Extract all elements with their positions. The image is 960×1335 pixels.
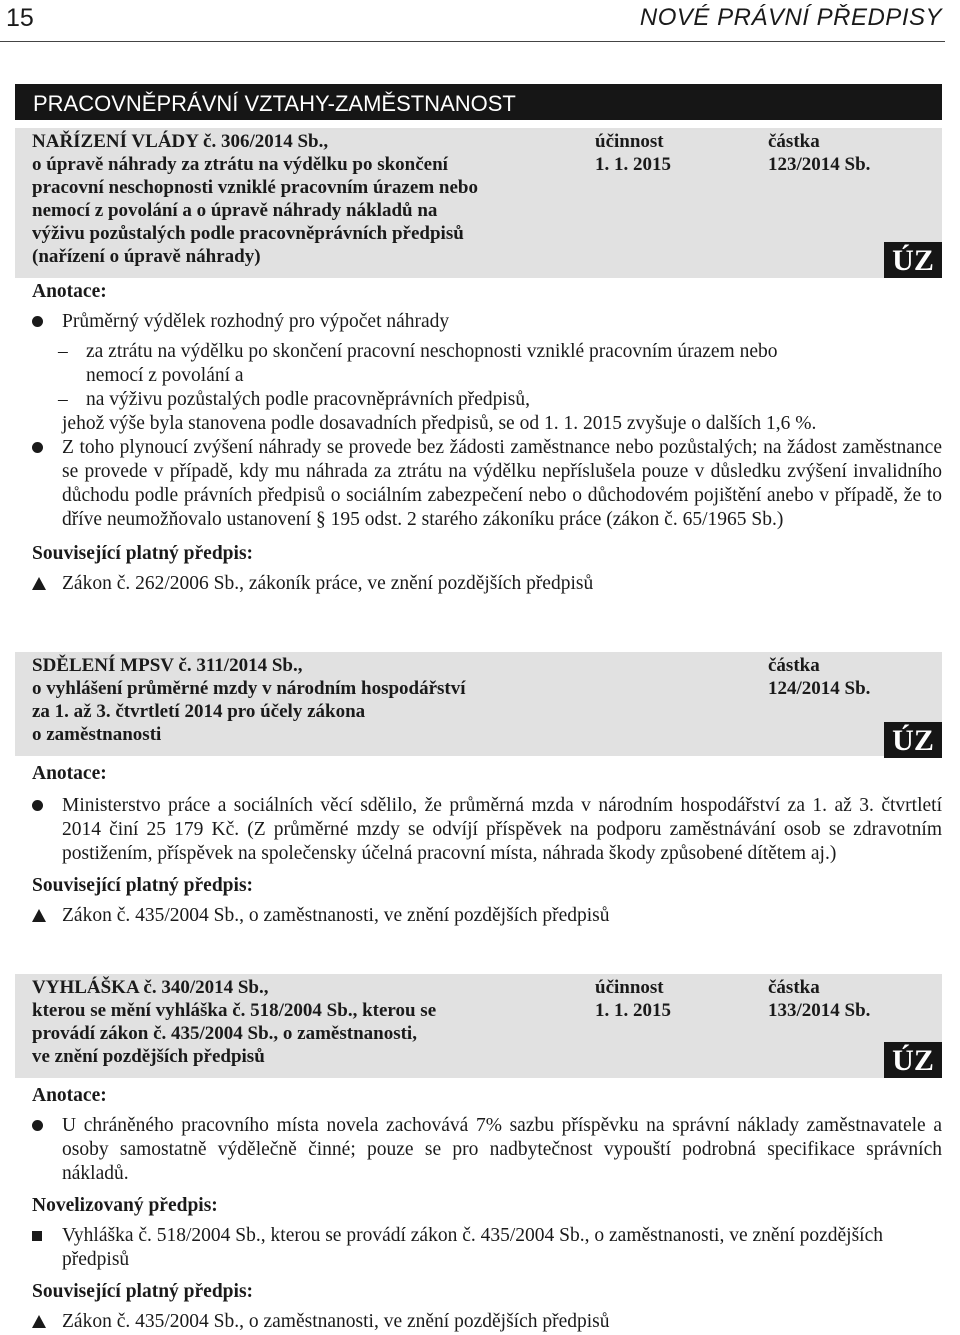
annotation-dash-item bbox=[32, 388, 942, 412]
annotation-label: Anotace: bbox=[32, 1085, 107, 1106]
doc-title-line: za 1. až 3. čtvrtletí 2014 pro účely zákona bbox=[32, 701, 366, 722]
doc-header-1 bbox=[15, 128, 942, 278]
doc-title-3 bbox=[32, 976, 592, 1068]
doc-title-line: výživu pozůstalých podle pracovněprávních předpisů bbox=[32, 223, 464, 244]
page-header bbox=[0, 0, 960, 36]
dash-icon: – bbox=[58, 389, 68, 410]
doc-title-2 bbox=[32, 654, 592, 746]
related-label: Související platný předpis: bbox=[32, 1281, 254, 1302]
doc-title-line: o úpravě náhrady za ztrátu na výdělku po skončení bbox=[32, 154, 448, 175]
doc-header-3 bbox=[15, 974, 942, 1078]
related-item bbox=[32, 904, 942, 928]
castka-label: částka bbox=[768, 977, 820, 998]
doc-header-2 bbox=[15, 652, 942, 756]
doc-title-line: o vyhlášení průměrné mzdy v národním hospodářství bbox=[32, 678, 466, 699]
annotation-text: na výživu pozůstalých podle pracovněprávních předpisů, bbox=[86, 389, 531, 410]
doc-title-1 bbox=[32, 130, 592, 268]
castka-value: 123/2014 Sb. bbox=[768, 154, 871, 175]
annotation-bullet bbox=[32, 1114, 942, 1186]
uz-badge: ÚZ bbox=[884, 242, 942, 278]
bullet-icon bbox=[32, 436, 56, 460]
castka-label: částka bbox=[768, 655, 820, 676]
annotation-bullet bbox=[32, 436, 942, 532]
related-item bbox=[32, 1310, 942, 1334]
doc-title-line: kterou se mění vyhláška č. 518/2004 Sb., kterou se bbox=[32, 1000, 437, 1021]
annotation-bullet bbox=[32, 310, 942, 334]
annotation-dash-item bbox=[32, 340, 942, 388]
section-title-bar: PRACOVNĚPRÁVNÍ VZTAHY-ZAMĚSTNANOST bbox=[15, 84, 942, 120]
annotation-block-1 bbox=[32, 280, 942, 596]
annotation-text: U chráněného pracovního místa novela zachovává 7% sazbu příspěvku na správní náklady zaměstnavatele a osoby samostatně výdělečně činné; pouze se pro nadbytečnost vypouští podrobná specifikace správních nákladů. bbox=[62, 1115, 942, 1184]
ucinnost-label: účinnost bbox=[595, 977, 664, 998]
ucinnost-value: 1. 1. 2015 bbox=[595, 1000, 671, 1021]
annotation-text: Z toho plynoucí zvýšení náhrady se provede bez žádosti zaměstnance nebo pozůstalých; na žádost zaměstnance se provede v případě, kdy mu náhrada za ztrátu na výdělku nepříslušela pouze v důsledku zvýšení invalidního důchodu podle právních předpisů o sociálním zabezpečení nebo o důchodovém pojištění anebo v případě, že to dříve neumožňovalo ustanovení § 195 odst. 2 starého zákoníku práce (zákon č. 65/1965 Sb.) bbox=[62, 437, 942, 530]
related-text: Zákon č. 435/2004 Sb., o zaměstnanosti, ve znění pozdějších předpisů bbox=[62, 1311, 610, 1332]
doc-title-line: SDĚLENÍ MPSV č. 311/2014 Sb., bbox=[32, 655, 303, 676]
doc-title-line: o zaměstnanosti bbox=[32, 724, 162, 745]
annotation-text: Ministerstvo práce a sociálních věcí sdělilo, že průměrná mzda v národním hospodářství za 1. až 3. čtvrtletí 2014 činí 25 179 Kč. (Z průměrné mzdy se odvíjí příspěvek na podporu zaměstnávání osob se zdravotním postižením, příspěvek na společensky účelná pracovní místa, náhrada škody způsobené dítětem aj.) bbox=[62, 795, 942, 864]
amended-label: Novelizovaný předpis: bbox=[32, 1195, 218, 1216]
annotation-block-2 bbox=[32, 762, 942, 928]
bullet-icon bbox=[32, 794, 56, 818]
related-text: Zákon č. 435/2004 Sb., o zaměstnanosti, ve znění pozdějších předpisů bbox=[62, 905, 610, 926]
castka-value: 124/2014 Sb. bbox=[768, 678, 871, 699]
annotation-label: Anotace: bbox=[32, 281, 107, 302]
related-label: Související platný předpis: bbox=[32, 543, 254, 564]
doc-title-line: provádí zákon č. 435/2004 Sb., o zaměstnanosti, bbox=[32, 1023, 417, 1044]
bullet-icon bbox=[32, 310, 56, 334]
ucinnost-label: účinnost bbox=[595, 131, 664, 152]
doc-title-line: NAŘÍZENÍ VLÁDY č. 306/2014 Sb., bbox=[32, 131, 329, 152]
related-text: Zákon č. 262/2006 Sb., zákoník práce, ve znění pozdějších předpisů bbox=[62, 573, 594, 594]
dash-icon: – bbox=[58, 341, 68, 362]
castka-label: částka bbox=[768, 131, 820, 152]
bullet-icon bbox=[32, 1114, 56, 1138]
annotation-bullet bbox=[32, 794, 942, 866]
annotation-text: nemocí z povolání a bbox=[86, 365, 244, 386]
ucinnost-value: 1. 1. 2015 bbox=[595, 154, 671, 175]
annotation-text: Průměrný výdělek rozhodný pro výpočet náhrady bbox=[62, 311, 450, 332]
amended-text: Vyhláška č. 518/2004 Sb., kterou se provádí zákon č. 435/2004 Sb., o zaměstnanosti, ve znění pozdějších předpisů bbox=[62, 1225, 883, 1270]
triangle-icon bbox=[32, 572, 56, 597]
doc-title-line: nemocí z povolání a o úpravě náhrady nákladů na bbox=[32, 200, 438, 221]
related-item bbox=[32, 572, 942, 596]
doc-title-line: (nařízení o úpravě náhrady) bbox=[32, 246, 261, 267]
page-header-title: NOVÉ PRÁVNÍ PŘEDPISY bbox=[639, 4, 942, 31]
triangle-icon bbox=[32, 1310, 56, 1335]
annotation-label: Anotace: bbox=[32, 763, 107, 784]
annotation-text: za ztrátu na výdělku po skončení pracovní neschopnosti vzniklé pracovním úrazem nebo bbox=[86, 341, 778, 362]
uz-badge: ÚZ bbox=[884, 1042, 942, 1078]
doc-title-line: ve znění pozdějších předpisů bbox=[32, 1046, 265, 1067]
annotation-text: jehož výše byla stanovena podle dosavadních předpisů, se od 1. 1. 2015 zvyšuje o dalších 1,6 %. bbox=[62, 413, 817, 434]
doc-title-line: VYHLÁŠKA č. 340/2014 Sb., bbox=[32, 977, 269, 998]
square-icon bbox=[32, 1224, 56, 1248]
doc-title-line: pracovní neschopnosti vzniklé pracovním úrazem nebo bbox=[32, 177, 478, 198]
triangle-icon bbox=[32, 904, 56, 929]
castka-value: 133/2014 Sb. bbox=[768, 1000, 871, 1021]
annotation-block-3 bbox=[32, 1084, 942, 1334]
uz-badge: ÚZ bbox=[884, 722, 942, 758]
header-rule bbox=[0, 41, 945, 42]
page-number: 15 bbox=[6, 4, 34, 32]
related-label: Související platný předpis: bbox=[32, 875, 254, 896]
amended-item bbox=[32, 1224, 942, 1272]
